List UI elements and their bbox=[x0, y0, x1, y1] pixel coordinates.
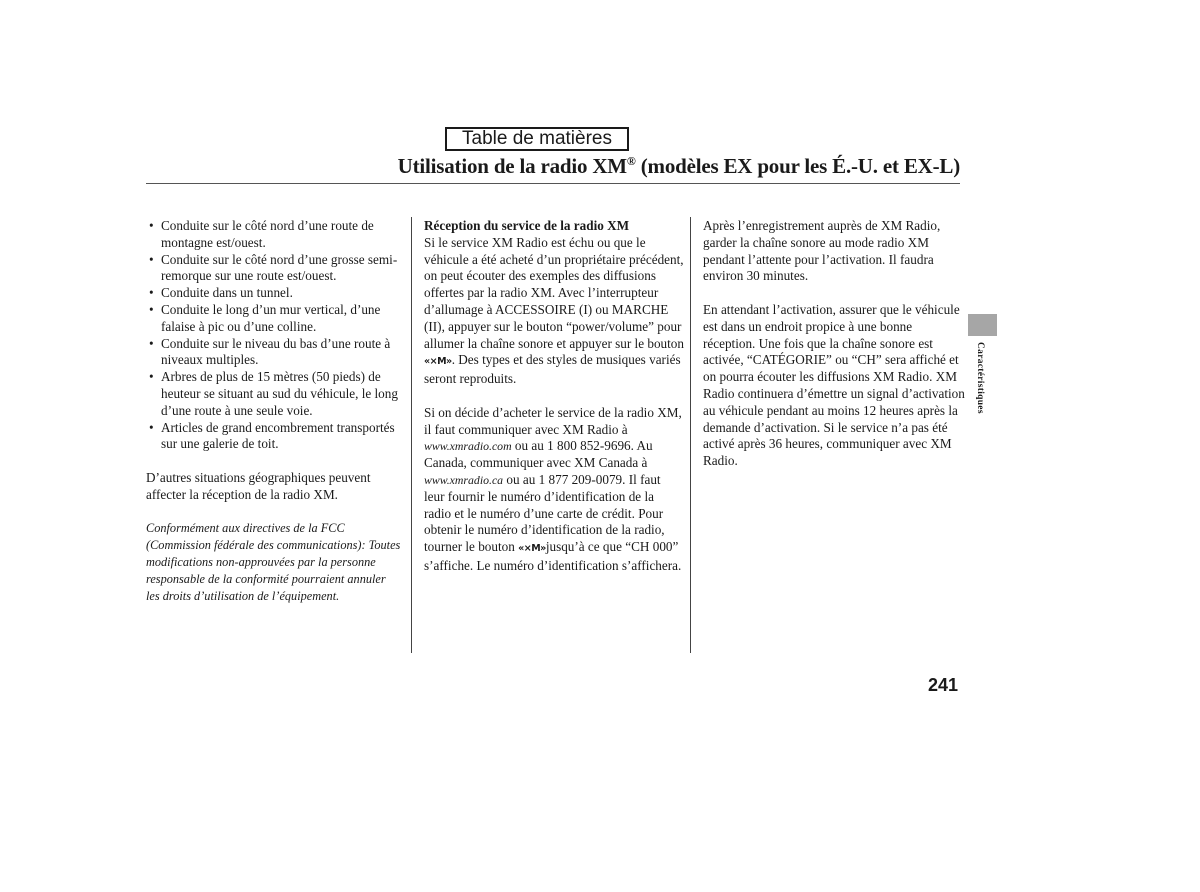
header-rule bbox=[146, 183, 960, 184]
column-divider-1 bbox=[411, 217, 412, 653]
column-left bbox=[146, 218, 401, 604]
section-heading: Réception du service de la radio XM bbox=[424, 218, 630, 233]
activation-wait-paragraph: En attendant l’activation, assurer que le véhicule est dans un endroit propice à une bonne réception. Une fois que la chaîne sonore est activée, “CATÉGORIE” ou “CH” sera affiché et on pourra écouter les diffusions XM Radio. XM Radio continuera d’émettre un signal d’activation au véhicule pendant au moins 12 heures après la demande d’activation. Si le service n’a pas été activé après 36 heures, communiquer avec XM Radio. bbox=[703, 301, 965, 469]
list-item: • Articles de grand encombrement transportés sur une galerie de toit. bbox=[146, 420, 401, 454]
conditions-list bbox=[146, 218, 401, 453]
column-right bbox=[703, 218, 965, 470]
column-middle bbox=[424, 218, 684, 575]
list-item: • Conduite dans un tunnel. bbox=[146, 285, 401, 302]
activation-paragraph: Après l’enregistrement auprès de XM Radio, garder la chaîne sonore au mode radio XM pendant l’attente pour l’activation. Il faudra environ 30 minutes. bbox=[703, 218, 941, 284]
list-item: • Conduite sur le côté nord d’une route de montagne est/ouest. bbox=[146, 218, 401, 252]
title-main: Utilisation de la radio XM bbox=[397, 154, 627, 178]
title-rest: (modèles EX pour les É.-U. et EX-L) bbox=[635, 154, 960, 178]
section-label: Caractéristiques bbox=[975, 342, 985, 414]
column-divider-2 bbox=[690, 217, 691, 653]
page-title bbox=[398, 154, 960, 179]
page-number: 241 bbox=[928, 675, 959, 695]
list-item: • Conduite sur le niveau du bas d’une route à niveaux multiples. bbox=[146, 336, 401, 370]
section-tab bbox=[968, 314, 997, 336]
fcc-note: Conformément aux directives de la FCC (Commission fédérale des communications): Toutes modifications non-approuvées par la personne responsable de la conformité pourraient annuler les droits d’utilisation de l’équipement. bbox=[146, 521, 401, 603]
preview-paragraph: Si le service XM Radio est échu ou que le véhicule a été acheté d’un propriétaire précédent, on peut écouter des exemples des diffusions offertes par la radio XM. Avec l’interrupteur d’allumage à ACCESSOIRE (I) ou MARCHE (II), appuyer sur le bouton “power/volume” pour allumer la chaîne sonore et appuyer sur le bouton «⨯M». Des types et des styles de musiques variés seront reproduits. bbox=[424, 234, 684, 387]
list-item: • Conduite sur le côté nord d’une grosse semi-remorque sur une route est/ouest. bbox=[146, 252, 401, 286]
list-item: • Conduite le long d’un mur vertical, d’une falaise à pic ou d’une colline. bbox=[146, 302, 401, 336]
registered-mark: ® bbox=[626, 154, 636, 168]
xm-button-icon: «⨯M» bbox=[424, 356, 452, 368]
xm-us-link[interactable]: www.xmradio.com bbox=[424, 439, 512, 454]
table-of-contents-button[interactable]: Table de matières bbox=[445, 127, 629, 151]
subscription-paragraph: Si on décide d’acheter le service de la radio XM, il faut communiquer avec XM Radio à www.xmradio.com ou au 1 800 852-9696. Au Canada, communiquer avec XM Canada à www.xmradio.ca ou au 1 877 209-0079. Il faut leur fournir le numéro d’identification de la radio et le numéro d’une carte de crédit. Pour obtenir le numéro d’identification de la radio, tourner le bouton «⨯M»jusqu’à ce que “CH 000” s’affiche. Le numéro d’identification s’affichera. bbox=[424, 404, 682, 573]
geography-note: D’autres situations géographiques peuvent affecter la réception de la radio XM. bbox=[146, 469, 371, 502]
xm-canada-link[interactable]: www.xmradio.ca bbox=[424, 472, 504, 487]
xm-button-icon: «⨯M» bbox=[518, 543, 546, 555]
list-item: • Arbres de plus de 15 mètres (50 pieds) de heuteur se situant au sud du véhicule, le long d’une route à une seule voie. bbox=[146, 369, 401, 419]
